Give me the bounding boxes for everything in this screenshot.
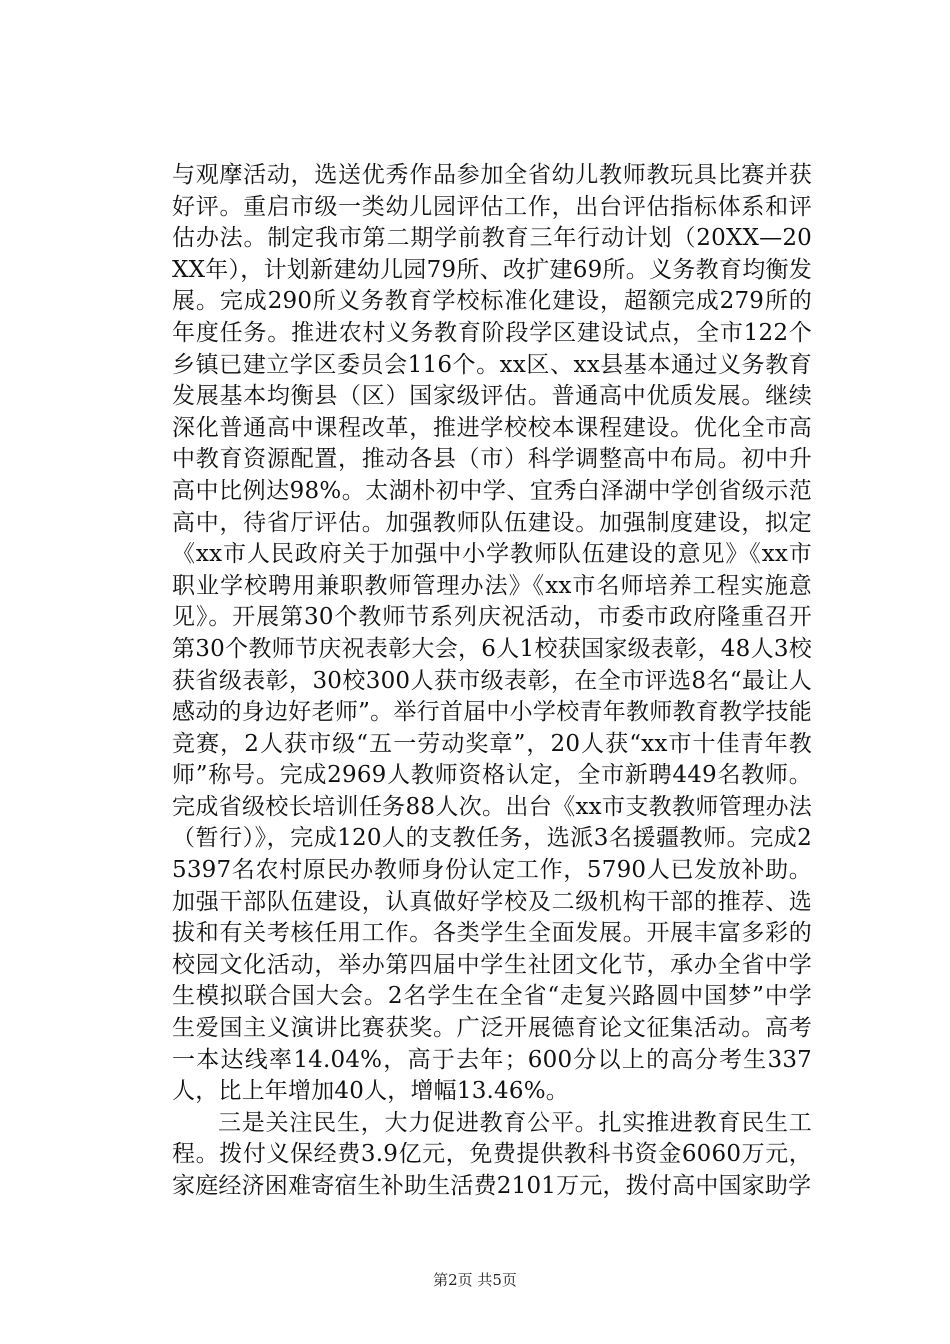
paragraph-livelihood: 三是关注民生，大力促进教育公平。扎实推进教育民生工程。拨付义保经费3.9亿元，免费提供教科书资金6060万元，家庭经济困难寄宿生补助生活费2101万元，拨付高中国家助学 <box>172 1109 812 1199</box>
paragraph-continuation: 与观摩活动，选送优秀作品参加全省幼儿教师教玩具比赛并获好评。重启市级一类幼儿园评估工作，出台评估指标体系和评估办法。制定我市第二期学前教育三年行动计划（20XX—20XX年），计划新建幼儿园79所、改扩建69所。义务教育均衡发展。完成290所义务教育学校标准化建设，超额完成279所的年度任务。推进农村义务教育阶段学区建设试点，全市122个乡镇已建立学区委员会116个。xx区、xx县基本通过义务教育发展基本均衡县（区）国家级评估。普通高中优质发展。继续深化普通高中课程改革，推进学校校本课程建设。优化全市高中教育资源配置，推动各县（市）科学调整高中布局。初中升高中比例达98%。太湖朴初中学、宜秀白泽湖中学创省级示范高中，待省厅评估。加强教师队伍建设。加强制度建设，拟定《xx市人民政府关于加强中小学教师队伍建设的意见》《xx市职业学校聘用兼职教师管理办法》《xx市名师培养工程实施意见》。开展第30个教师节系列庆祝活动，市委市政府隆重召开第30个教师节庆祝表彰大会，6人1校获国家级表彰，48人3校获省级表彰，30校300人获市级表彰，在全市评选8名“最让人感动的身边好老师”。举行首届中小学校青年教师教育教学技能竞赛，2人获市级“五一劳动奖章”，20人获“xx市十佳青年教师”称号。完成2969人教师资格认定，全市新聘449名教师。完成省级校长培训任务88人次。出台《xx市支教教师管理办法（暂行）》，完成120人的支教任务，选派3名援疆教师。完成25397名农村原民办教师身份认定工作，5790人已发放补助。加强干部队伍建设，认真做好学校及二级机构干部的推荐、选拔和有关考核任用工作。各类学生全面发展。开展丰富多彩的校园文化活动，举办第四届中学生社团文化节，承办全省中学生模拟联合国大会。2名学生在全省“走复兴路圆中国梦”中学生爱国主义演讲比赛获奖。广泛开展德育论文征集活动。高考一本达线率14.04%，高于去年；600分以上的高分考生337人，比上年增加40人，增幅13.46%。 <box>172 162 812 1105</box>
page-footer: 第2页 共5页 <box>433 1271 517 1289</box>
document-body <box>172 160 812 1203</box>
